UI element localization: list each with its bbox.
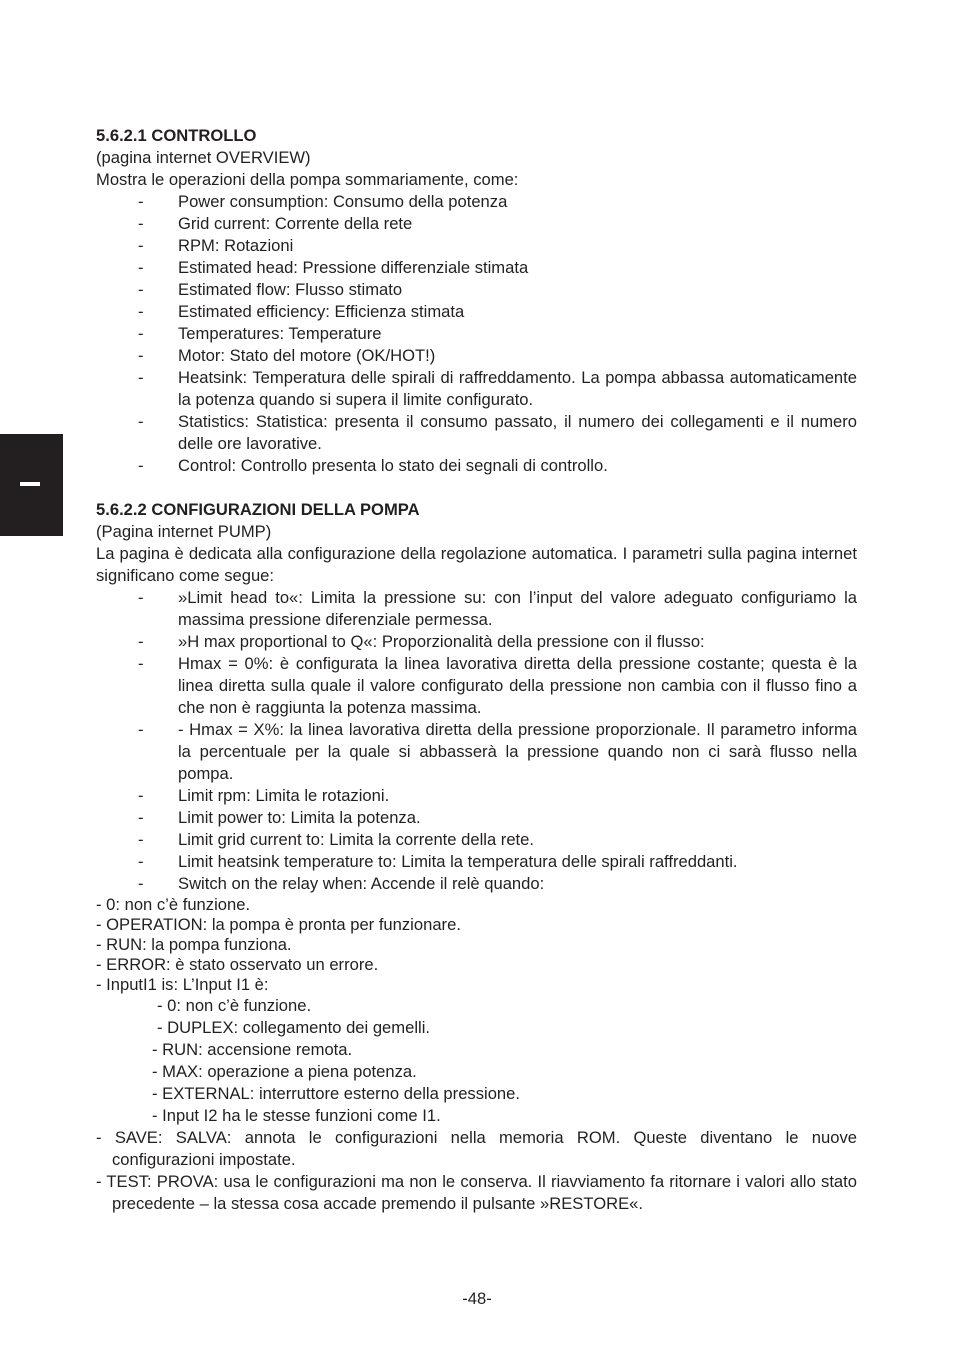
list-item: - Hmax = 0%: è configurata la linea lavorativa diretta della pressione costante; questa è la linea diretta sulla quale il valore configurato della pressione non cambia con il flusso fino a che non è raggiunta la potenza massima. <box>96 653 857 719</box>
list-item: - Limit grid current to: Limita la corrente della rete. <box>96 829 857 851</box>
list-item: - Switch on the relay when: Accende il relè quando: <box>96 873 857 895</box>
page-number: -48- <box>462 1289 492 1308</box>
list-item: - »H max proportional to Q«: Proporzionalità della pressione con il flusso: <box>96 631 857 653</box>
list-item: - Limit rpm: Limita le rotazioni. <box>96 785 857 807</box>
input-option: - 0: non c’è funzione. <box>157 996 312 1015</box>
pump-config-list <box>96 587 857 895</box>
relay-option: - 0: non c’è funzione. <box>96 895 251 914</box>
relay-options <box>96 895 857 995</box>
input-option: - MAX: operazione a piena potenza. <box>152 1062 417 1081</box>
relay-option: - InputI1 is: L’Input I1 è: <box>96 975 269 994</box>
chapter-tab-dash <box>20 482 40 486</box>
list-item: - Power consumption: Consumo della potenza <box>96 191 857 213</box>
list-item: - - Hmax = X%: la linea lavorativa diretta della pressione proporzionale. Il parametro informa la percentuale per la quale si abbasserà la pressione quando non ci sarà flusso nella pompa. <box>96 719 857 785</box>
section-heading-controllo: 5.6.2.1 CONTROLLO <box>96 126 257 145</box>
overview-list <box>96 191 857 477</box>
relay-option: - RUN: la pompa funziona. <box>96 935 292 954</box>
section-intro: La pagina è dedicata alla configurazione della regolazione automatica. I parametri sulla pagina internet significano come segue: <box>96 544 857 585</box>
list-item: - Limit heatsink temperature to: Limita la temperatura delle spirali raffreddanti. <box>96 851 857 873</box>
list-item: - Heatsink: Temperatura delle spirali di raffreddamento. La pompa abbassa automaticamente la potenza quando si supera il limite configurato. <box>96 367 857 411</box>
input-option: - EXTERNAL: interruttore esterno della pressione. <box>152 1084 520 1103</box>
page-content <box>96 125 857 1215</box>
input-option: - DUPLEX: collegamento dei gemelli. <box>157 1018 431 1037</box>
input-option: - RUN: accensione remota. <box>152 1040 353 1059</box>
section-heading-configurazioni: 5.6.2.2 CONFIGURAZIONI DELLA POMPA <box>96 500 420 519</box>
list-item: - »Limit head to«: Limita la pressione su: con l’input del valore adeguato configuriamo la massima pressione diferenziale permessa. <box>96 587 857 631</box>
list-item: - Temperatures: Temperature <box>96 323 857 345</box>
input-options <box>96 995 857 1127</box>
list-item: - Estimated efficiency: Efficienza stimata <box>96 301 857 323</box>
relay-option: - ERROR: è stato osservato un errore. <box>96 955 379 974</box>
save-description: - SAVE: SALVA: annota le configurazioni nella memoria ROM. Queste diventano le nuove configurazioni impostate. <box>96 1128 857 1169</box>
list-item: - Statistics: Statistica: presenta il consumo passato, il numero dei collegamenti e il numero delle ore lavorative. <box>96 411 857 455</box>
input-option: - Input I2 ha le stesse funzioni come I1. <box>152 1106 441 1125</box>
list-item: - Estimated flow: Flusso stimato <box>96 279 857 301</box>
list-item: - Estimated head: Pressione differenziale stimata <box>96 257 857 279</box>
section-subtitle: (Pagina internet PUMP) <box>96 522 272 541</box>
list-item: - Limit power to: Limita la potenza. <box>96 807 857 829</box>
relay-option: - OPERATION: la pompa è pronta per funzionare. <box>96 915 461 934</box>
list-item: - Motor: Stato del motore (OK/HOT!) <box>96 345 857 367</box>
list-item: - RPM: Rotazioni <box>96 235 857 257</box>
chapter-tab <box>0 434 63 536</box>
test-description: - TEST: PROVA: usa le configurazioni ma non le conserva. Il riavviamento fa ritornare i valori allo stato precedente – la stessa cosa accade premendo il pulsante »RESTORE«. <box>96 1172 857 1213</box>
section-intro: Mostra le operazioni della pompa sommariamente, come: <box>96 170 519 189</box>
list-item: - Grid current: Corrente della rete <box>96 213 857 235</box>
section-subtitle: (pagina internet OVERVIEW) <box>96 148 311 167</box>
list-item: - Control: Controllo presenta lo stato dei segnali di controllo. <box>96 455 857 477</box>
